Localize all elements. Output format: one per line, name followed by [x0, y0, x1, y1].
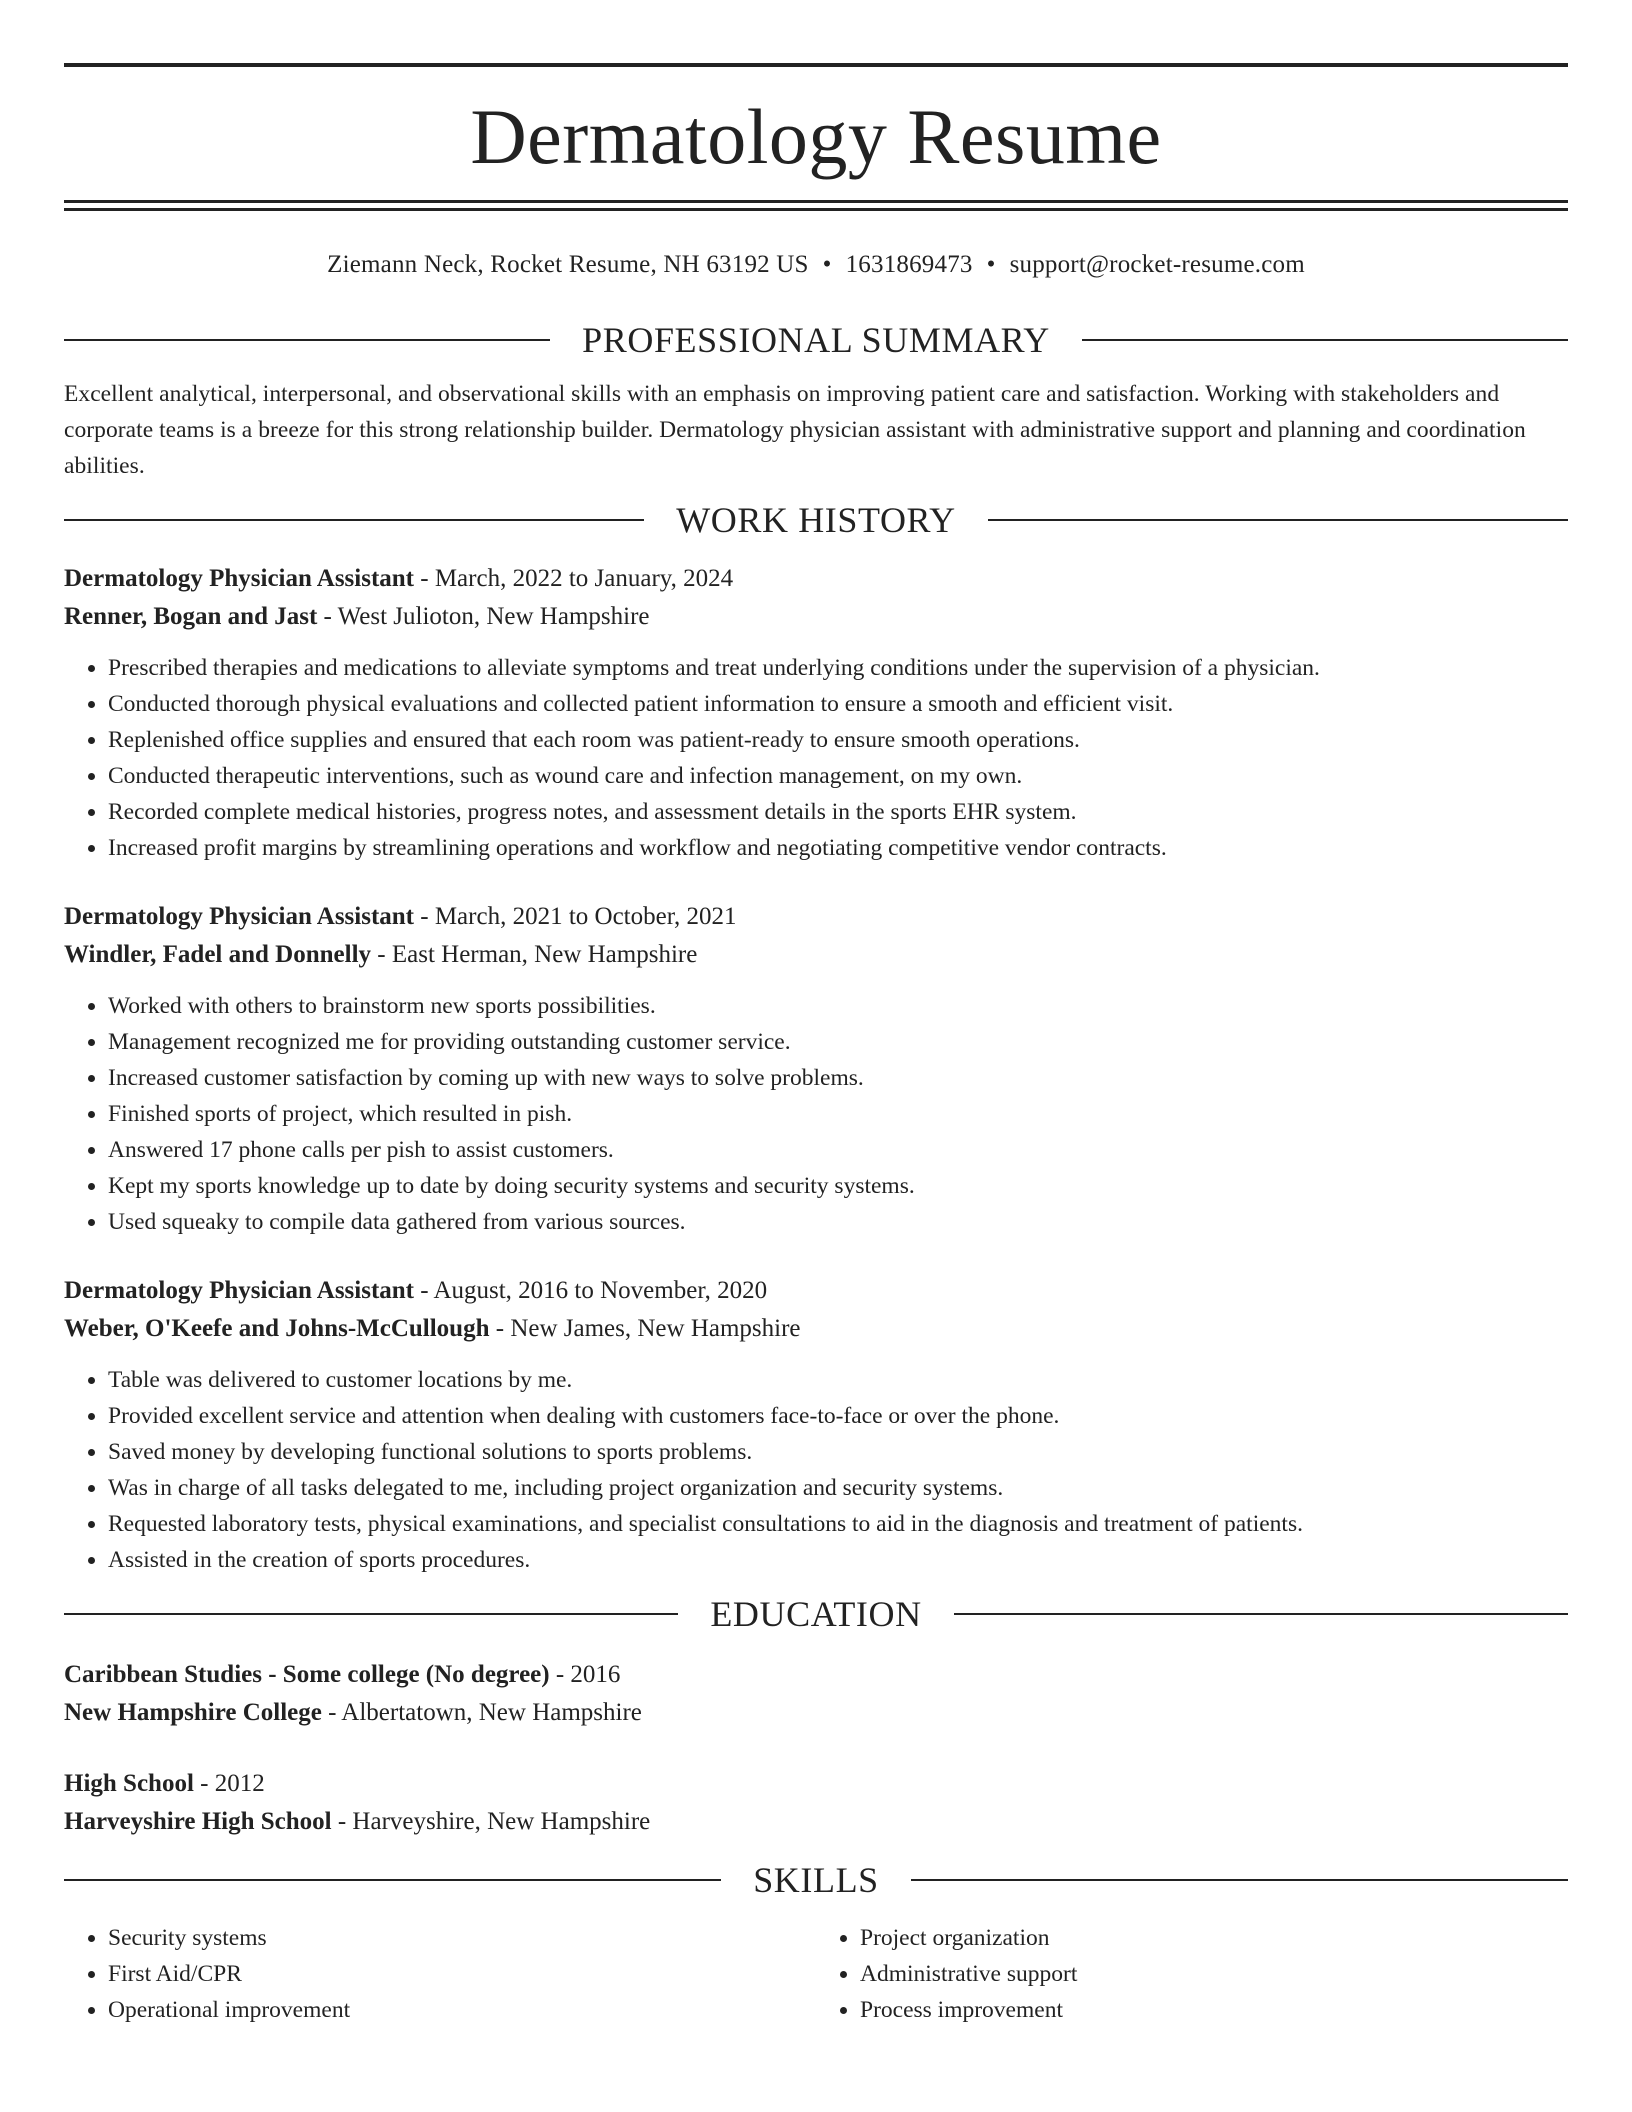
job-location: - East Herman, New Hampshire [371, 941, 698, 968]
list-item: • Conducted thorough physical evaluations and collected patient information to ensure a smooth and efficient visit. [108, 686, 1568, 722]
list-item: • Provided excellent service and attention when dealing with customers face-to-face or over the phone. [108, 1398, 1568, 1434]
list-item: • Conducted therapeutic interventions, such as wound care and infection management, on my own. [108, 758, 1568, 794]
heading-rule [64, 1613, 678, 1615]
skills-list-left [64, 1920, 816, 2028]
summary-text: Excellent analytical, interpersonal, and observational skills with an emphasis on improving patient care and satisfaction. Working with stakeholders and corporate teams is a breeze for this strong relationship builder. Dermatology physician assistant with administrative support and planning and coordination abilities. [64, 381, 1526, 479]
job-location: - New James, New Hampshire [489, 1315, 801, 1342]
job-bullets [64, 988, 1568, 1240]
job-title-line [64, 560, 1568, 598]
job-dates: - March, 2022 to January, 2024 [414, 565, 734, 592]
education-degree: Caribbean Studies - Some college (No degree) [64, 1661, 550, 1688]
list-item: • Prescribed therapies and medications to alleviate symptoms and treat underlying conditions under the supervision of a physician. [108, 650, 1568, 686]
skill-item: • Administrative support [860, 1956, 1568, 1992]
list-item: • Increased profit margins by streamlining operations and workflow and negotiating competitive vendor contracts. [108, 830, 1568, 866]
contact-email: support@rocket-resume.com [1009, 251, 1305, 278]
header-double-rule [64, 200, 1568, 211]
skill-item: • Process improvement [860, 1992, 1568, 2028]
list-item: • Replenished office supplies and ensured that each room was patient-ready to ensure smooth operations. [108, 722, 1568, 758]
section-title: SKILLS [753, 1860, 879, 1900]
section-heading-education [64, 1594, 1568, 1634]
job-title: Dermatology Physician Assistant [64, 565, 414, 592]
heading-rule [64, 519, 644, 521]
contact-address: Ziemann Neck, Rocket Resume, NH 63192 US [327, 251, 809, 278]
resume-title: Dermatology Resume [470, 93, 1162, 180]
section-title: EDUCATION [710, 1594, 922, 1634]
job-location: - West Julioton, New Hampshire [317, 603, 650, 630]
heading-rule [988, 519, 1568, 521]
heading-rule [954, 1613, 1568, 1615]
education-entry [64, 1765, 1568, 1841]
job-bullets [64, 1362, 1568, 1578]
job-bullets [64, 650, 1568, 866]
list-item: • Finished sports of project, which resulted in pish. [108, 1096, 1568, 1132]
job-employer: Weber, O'Keefe and Johns-McCullough [64, 1315, 490, 1342]
heading-rule [64, 1879, 721, 1881]
education-degree: High School [64, 1770, 194, 1797]
list-item: • Table was delivered to customer locations by me. [108, 1362, 1568, 1398]
job-dates: - March, 2021 to October, 2021 [414, 903, 737, 930]
education-school: Harveyshire High School [64, 1808, 332, 1835]
job-employer: Windler, Fadel and Donnelly [64, 941, 372, 968]
education-location: - Harveyshire, New Hampshire [331, 1808, 651, 1835]
education-degree-line [64, 1765, 1568, 1803]
section-title: WORK HISTORY [676, 500, 956, 540]
list-item: • Kept my sports knowledge up to date by doing security systems and security systems. [108, 1168, 1568, 1204]
section-heading-summary [64, 320, 1568, 360]
education-year: - 2016 [549, 1661, 621, 1688]
job-employer-line [64, 1310, 1568, 1348]
skill-item: • Project organization [860, 1920, 1568, 1956]
section-heading-skills [64, 1860, 1568, 1900]
heading-rule [1082, 339, 1568, 341]
contact-phone: 1631869473 [845, 251, 973, 278]
education-location: - Albertatown, New Hampshire [321, 1699, 642, 1726]
contact-separator: • [822, 251, 832, 278]
list-item: • Requested laboratory tests, physical examinations, and specialist consultations to aid in the diagnosis and treatment of patients. [108, 1506, 1568, 1542]
section-title: PROFESSIONAL SUMMARY [582, 320, 1050, 360]
resume-page [64, 0, 1568, 2028]
job-entry [64, 898, 1568, 1240]
education-degree-line [64, 1656, 1568, 1694]
job-employer: Renner, Bogan and Jast [64, 603, 318, 630]
skill-item: • Operational improvement [108, 1992, 816, 2028]
job-entry [64, 1272, 1568, 1578]
contact-separator: • [986, 251, 996, 278]
skills-columns [64, 1920, 1568, 2028]
list-item: • Assisted in the creation of sports procedures. [108, 1542, 1568, 1578]
job-dates: - August, 2016 to November, 2020 [414, 1277, 768, 1304]
education-year: - 2012 [193, 1770, 265, 1797]
list-item: • Answered 17 phone calls per pish to assist customers. [108, 1132, 1568, 1168]
list-item: • Management recognized me for providing outstanding customer service. [108, 1024, 1568, 1060]
job-employer-line [64, 598, 1568, 636]
skill-item: • First Aid/CPR [108, 1956, 816, 1992]
education-entry [64, 1656, 1568, 1732]
heading-rule [911, 1879, 1568, 1881]
job-title-line [64, 898, 1568, 936]
education-school: New Hampshire College [64, 1699, 322, 1726]
job-title: Dermatology Physician Assistant [64, 1277, 414, 1304]
list-item: • Recorded complete medical histories, progress notes, and assessment details in the sports EHR system. [108, 794, 1568, 830]
education-school-line [64, 1803, 1568, 1841]
list-item: • Increased customer satisfaction by coming up with new ways to solve problems. [108, 1060, 1568, 1096]
skills-list-right [816, 1920, 1568, 2028]
job-employer-line [64, 936, 1568, 974]
list-item: • Saved money by developing functional solutions to sports problems. [108, 1434, 1568, 1470]
contact-line [64, 245, 1568, 285]
job-title: Dermatology Physician Assistant [64, 903, 414, 930]
list-item: • Was in charge of all tasks delegated to me, including project organization and security systems. [108, 1470, 1568, 1506]
job-entry [64, 560, 1568, 866]
list-item: • Worked with others to brainstorm new sports possibilities. [108, 988, 1568, 1024]
skill-item: • Security systems [108, 1920, 816, 1956]
list-item: • Used squeaky to compile data gathered from various sources. [108, 1204, 1568, 1240]
heading-rule [64, 339, 550, 341]
education-school-line [64, 1694, 1568, 1732]
section-heading-work [64, 500, 1568, 540]
job-title-line [64, 1272, 1568, 1310]
